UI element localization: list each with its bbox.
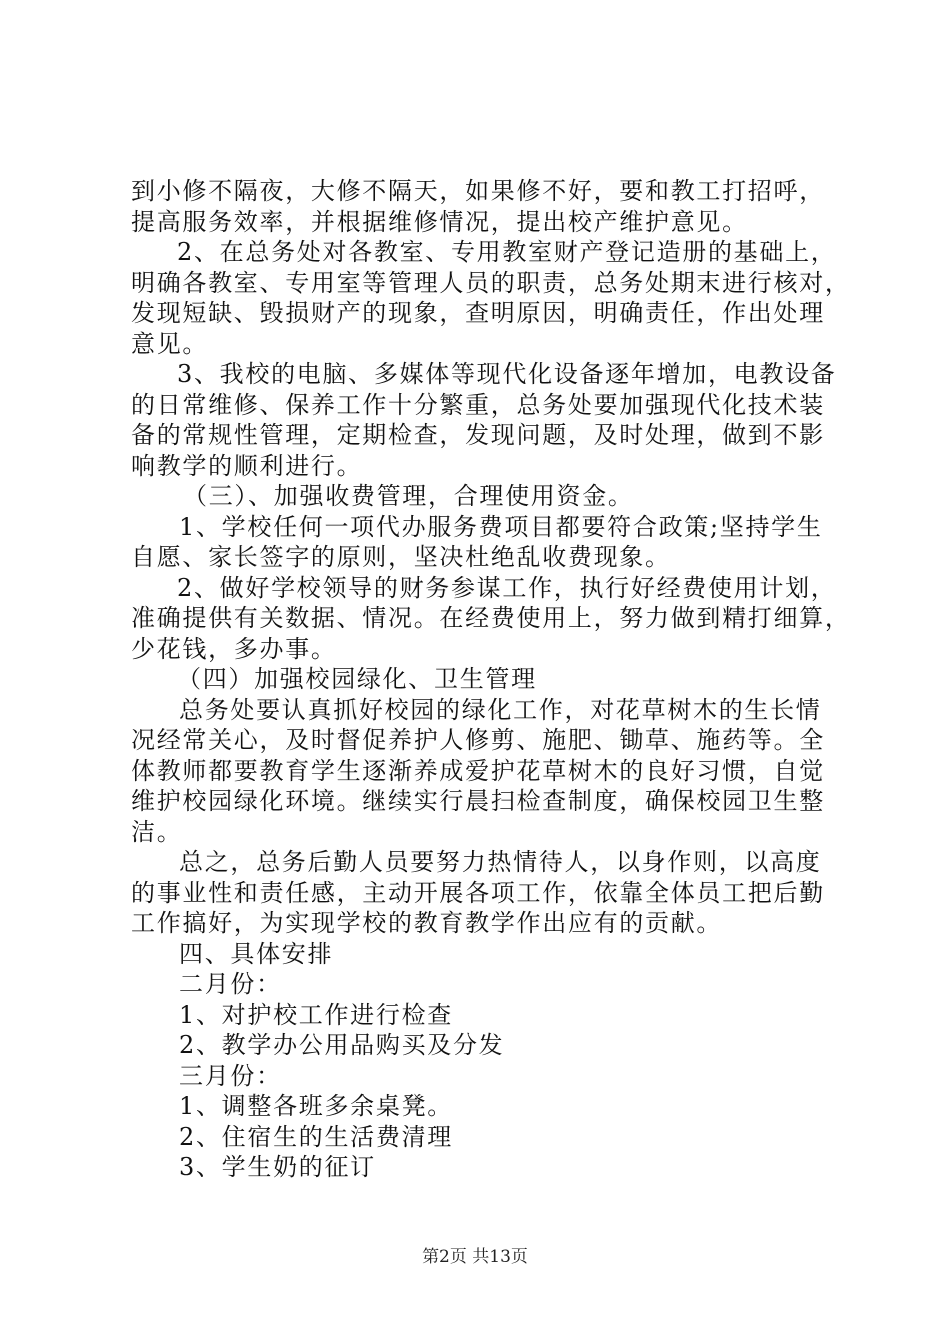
text-line: 况经常关心，及时督促养护人修剪、施肥、锄草、施药等。全	[131, 726, 825, 754]
text-line: 总务处要认真抓好校园的绿化工作，对花草树木的生长情	[179, 695, 822, 724]
text-line: 的日常维修、保养工作十分繁重，总务处要加强现代化技术装	[131, 390, 825, 419]
text-line: 工作搞好，为实现学校的教育教学作出应有的贡献。	[131, 909, 723, 937]
text-line: 2、在总务处对各教室、专用教室财产登记造册的基础上，	[177, 238, 837, 266]
section-heading: （四）加强校园绿化、卫生管理	[177, 665, 537, 693]
section-heading: 四、具体安排	[179, 939, 334, 968]
text-line: 备的常规性管理，定期检查，发现问题，及时处理，做到不影	[131, 421, 825, 449]
text-line: 维护校园绿化环境。继续实行晨扫检查制度，确保校园卫生整	[131, 787, 825, 815]
text-line: 2、做好学校领导的财务参谋工作，执行好经费使用计划，	[177, 573, 837, 602]
text-line: 体教师都要教育学生逐渐养成爱护花草树木的良好习惯，自觉	[131, 756, 825, 785]
text-line: 明确各教室、专用室等管理人员的职责，总务处期末进行核对，	[131, 268, 851, 297]
month-heading: 三月份：	[179, 1061, 282, 1090]
text-line: 意见。	[131, 329, 209, 358]
text-line: 洁。	[131, 817, 183, 846]
text-line: 的事业性和责任感，主动开展各项工作，依靠全体员工把后勤	[131, 878, 825, 907]
text-line: 总之，总务后勤人员要努力热情待人，以身作则，以高度	[179, 848, 822, 876]
text-line: 发现短缺、毁损财产的现象，查明原因，明确责任，作出处理	[131, 299, 825, 327]
list-item: 1、调整各班多余桌凳。	[179, 1092, 453, 1120]
text-line: 3、我校的电脑、多媒体等现代化设备逐年增加，电教设备	[177, 360, 837, 388]
list-item: 2、住宿生的生活费清理	[179, 1122, 453, 1151]
text-line: 准确提供有关数据、情况。在经费使用上，努力做到精打细算，	[131, 604, 851, 632]
page-number-footer: 第2页 共13页	[422, 1247, 528, 1267]
text-line: 少花钱，多办事。	[131, 634, 337, 663]
list-item: 2、教学办公用品购买及分发	[179, 1031, 505, 1059]
document-body	[131, 176, 851, 1183]
month-heading: 二月份：	[179, 970, 282, 998]
section-heading: （三）、加强收费管理，合理使用资金。	[183, 482, 634, 510]
text-line: 响教学的顺利进行。	[131, 451, 363, 480]
list-item: 3、学生奶的征订	[179, 1153, 376, 1181]
text-line: 自愿、家长签字的原则，坚决杜绝乱收费现象。	[131, 543, 671, 571]
list-item: 1、对护校工作进行检查	[179, 1000, 453, 1029]
text-line: 提高服务效率，并根据维修情况，提出校产维护意见。	[131, 207, 748, 236]
text-line: 到小修不隔夜，大修不隔天，如果修不好，要和教工打招呼，	[131, 177, 825, 205]
text-line: 1、学校任何一项代办服务费项目都要符合政策;坚持学生	[179, 512, 823, 541]
